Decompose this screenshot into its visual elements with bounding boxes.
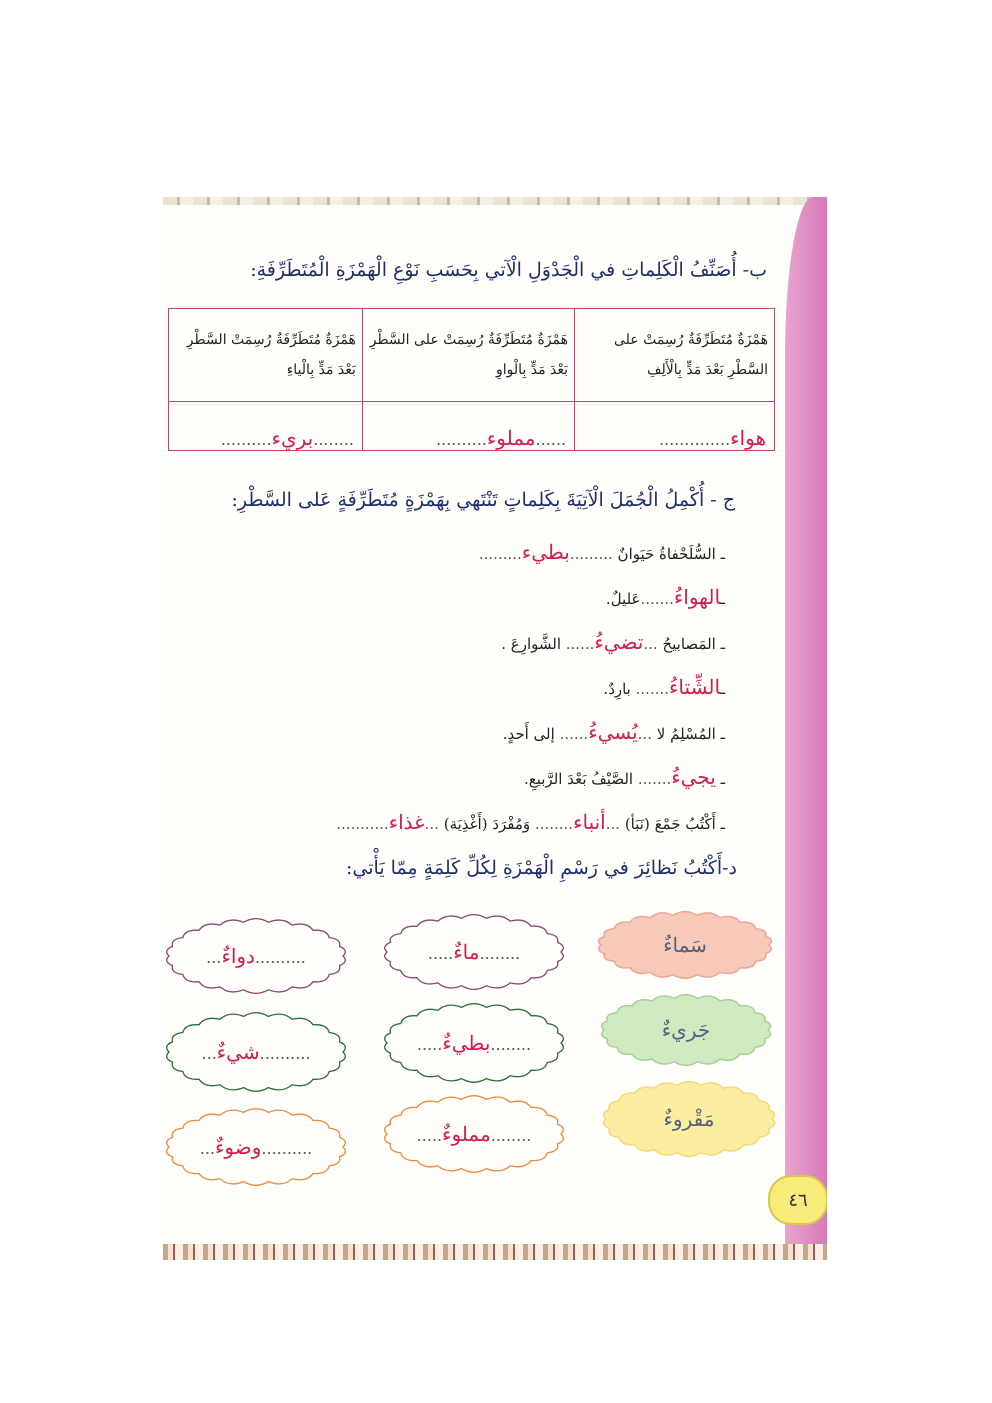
answer-cloud-2-1[interactable]: ........بطيءٌ..... <box>381 1001 567 1085</box>
table-cell-answer-1[interactable]: هواء.............. <box>575 402 775 451</box>
sentence-6: ـ يجيءُ....... الصَّيْفُ بَعْدَ الرَّبيعِ. <box>523 765 725 789</box>
sentence-4: ـالشِّتاءُ....... بارِدٌ. <box>603 675 725 699</box>
plural-answer[interactable]: أنباء <box>573 810 606 834</box>
section-j-heading: ج - أُكْمِلُ الْجُمَلَ الْآتِيَةَ بِكَلِماتٍ تَنْتَهي بِهَمْزَةٍ مُتَطَرِّفَةٍ عَلى السَّطْرِ: <box>231 489 735 511</box>
workbook-page <box>163 197 827 1260</box>
table-cell-answer-2[interactable]: ......مملوء.......... <box>362 402 574 451</box>
word-cloud-jari: جَريءٌ <box>598 992 774 1068</box>
section-b-heading: ب- أُصَنِّفُ الْكَلِماتِ في الْجَدْوَلِ الْآتي بِحَسَبِ نَوْعِ الْهَمْزَةِ الْمُتَطَرِّفَةِ: <box>250 259 767 281</box>
table-header-alif: هَمْزَةٌ مُتَطَرِّفَةٌ رُسِمَتْ على السَّطْرِ بَعْدَ مَدٍّ بِالْأَلِفِ <box>575 309 775 402</box>
sentence-answer[interactable]: الشِّتاءُ <box>669 675 721 699</box>
sentence-2: ـالهواءُ.......عَليلٌ. <box>605 585 725 609</box>
table-header-waw: هَمْزَةٌ مُتَطَرِّفَةٌ رُسِمَتْ على السَّطْرِ بَعْدَ مَدٍّ بِالْواوِ <box>362 309 574 402</box>
book-edge-top <box>163 197 827 205</box>
answer-cloud-3-2[interactable]: ..........وضوءٌ... <box>163 1106 349 1188</box>
sentence-answer[interactable]: تضيءُ <box>594 630 644 654</box>
page-number: ٤٦ <box>768 1175 827 1225</box>
word-cloud-maqrou: مَقْروءٌ <box>600 1079 778 1159</box>
section-d-heading: د-أَكْتُبُ نَظائِرَ في رَسْمِ الْهَمْزَةِ لِكُلِّ كَلِمَةٍ مِمّا يَأْتي: <box>346 857 737 879</box>
answer-cloud-2-2[interactable]: ..........شيءٌ... <box>163 1010 349 1094</box>
answer-cloud-3-1[interactable]: ........مملوءٌ..... <box>381 1093 567 1175</box>
answer-cloud-1-2[interactable]: ..........دواءٌ... <box>163 916 349 996</box>
sentence-1: ـ السُّلَحْفاةُ حَيَوانٌ .........بطيء......... <box>478 540 725 564</box>
table-header-ya: هَمْزَةٌ مُتَطَرِّفَةٌ رُسِمَتْ السَّطْرِ بَعْدَ مَدٍّ بِالْياءِ <box>169 309 363 402</box>
plural-singular-line: ـ أَكْتُبُ جَمْعَ (نَبَأ) ...أنباء........ وَمُفْرَدَ (أَغْذِيَة) ...غذاء........... <box>336 810 725 834</box>
sentence-answer[interactable]: يُسيءُ <box>588 720 638 744</box>
book-edge-bottom <box>163 1244 827 1260</box>
pink-side-band <box>785 197 827 1260</box>
sentence-answer[interactable]: الهواءُ <box>673 585 721 609</box>
fill-in-sentences <box>205 530 725 845</box>
classification-table <box>168 308 775 451</box>
word-cloud-sama: سَماءٌ <box>595 909 775 981</box>
sentence-5: ـ المُسْلِمُ لا ...يُسيءُ...... إلى أَحدٍ. <box>502 720 725 744</box>
table-cell-answer-3[interactable]: ........بريء.......... <box>169 402 363 451</box>
sentence-3: ـ المَصابيحُ ...تضيءُ...... الشَّوارِعَ . <box>501 630 725 654</box>
singular-answer[interactable]: غذاء <box>388 810 425 834</box>
sentence-answer[interactable]: بطيء <box>521 540 570 564</box>
answer-cloud-1-1[interactable]: ........ماءٌ..... <box>381 912 567 992</box>
sentence-answer[interactable]: يجيءُ <box>671 765 716 789</box>
